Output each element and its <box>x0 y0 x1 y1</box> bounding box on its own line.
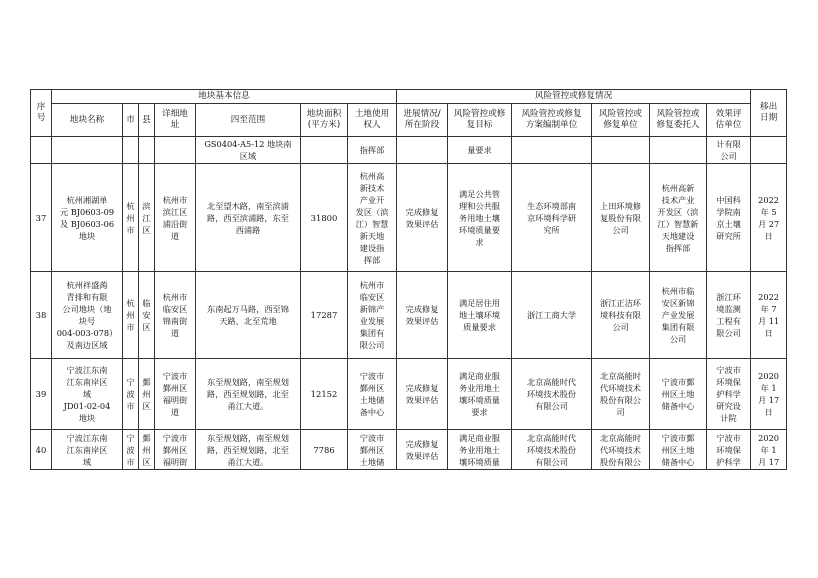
city: 宁 波 市 <box>123 359 139 430</box>
table-cell: 量要求 <box>448 137 512 164</box>
header-col: 风险管控或修复 方案编制单位 <box>512 104 592 137</box>
header-group-basic: 地块基本信息 <box>52 90 397 104</box>
table-cell <box>139 137 155 164</box>
area: 12152 <box>301 359 348 430</box>
row-seq: 39 <box>31 359 52 430</box>
repair-unit: 北京高能时 代环境技术 股份有限公 <box>592 430 650 470</box>
table-cell <box>751 137 787 164</box>
repair-unit: 北京高能时 代环境技术 股份有限公 司 <box>592 359 650 430</box>
plan-unit: 浙江工商大学 <box>512 272 592 359</box>
removal-date: 2020 年 1 月 17 <box>751 430 787 470</box>
client: 杭州高新 技术产业 开发区（滨 江）智慧新 天地建设 指挥部 <box>650 164 707 272</box>
table-cell: 指挥部 <box>348 137 397 164</box>
header-row-columns <box>31 104 787 137</box>
row-seq: 38 <box>31 272 52 359</box>
address: 宁波市 鄞州区 福明街 道 <box>155 359 196 430</box>
area: 31800 <box>301 164 348 272</box>
table-row <box>31 164 787 272</box>
table-row <box>31 272 787 359</box>
target: 满足公共管 理和公共服 务用地土壤 环境质量要 求 <box>448 164 512 272</box>
county: 临 安 区 <box>139 272 155 359</box>
client: 宁波市鄞 州区土地 储备中心 <box>650 359 707 430</box>
address: 宁波市 鄞州区 福明街 <box>155 430 196 470</box>
progress: 完成修复 效果评估 <box>397 359 448 430</box>
table-cell <box>397 137 448 164</box>
table-row-continuation <box>31 137 787 164</box>
plot-name: 杭州湘湖单 元 BJ0603-09 及 BJ0603-06 地块 <box>52 164 123 272</box>
eval-unit: 浙江环 境监测 工程有 限公司 <box>707 272 751 359</box>
row-seq: 37 <box>31 164 52 272</box>
plot-name: 宁波江东南 江东南岸区 域 <box>52 430 123 470</box>
land-user: 杭州高 新技术 产业开 发区（滨 江）智慧 新天地 建设指 挥部 <box>348 164 397 272</box>
county: 鄞 州 区 <box>139 430 155 470</box>
removal-date: 2022 年 5 月 27 日 <box>751 164 787 272</box>
header-col: 地块名称 <box>52 104 123 137</box>
plan-unit: 北京高能时代 环境技术股份 有限公司 <box>512 430 592 470</box>
header-col: 县 <box>139 104 155 137</box>
repair-unit: 上田环境修 复股份有限 公司 <box>592 164 650 272</box>
plot-name: 宁波江东南 江东南岸区 域 JD01-02-04 地块 <box>52 359 123 430</box>
row-seq: 40 <box>31 430 52 470</box>
city: 杭 州 市 <box>123 272 139 359</box>
header-row-group <box>31 90 787 104</box>
header-col: 地块面积 (平方米) <box>301 104 348 137</box>
table-row <box>31 359 787 430</box>
area: 7786 <box>301 430 348 470</box>
removal-date: 2022 年 7 月 11 日 <box>751 272 787 359</box>
table-cell <box>52 137 123 164</box>
boundaries: 东南起万马路，西至锦 天路，北至荒地 <box>196 272 301 359</box>
header-col: 市 <box>123 104 139 137</box>
header-col: 土地使用 权人 <box>348 104 397 137</box>
plot-name: 杭州祥盛蒟 青排和有限 公司地块（地 块号 004-003-078） 及南边区域 <box>52 272 123 359</box>
boundaries: 东至规划路，南至规划 路，西至规划路，北至 甬江大道。 <box>196 359 301 430</box>
target: 满足商业服 务业用地土 壤环境质量 要求 <box>448 359 512 430</box>
table-row <box>31 430 787 470</box>
data-table <box>30 89 787 470</box>
header-col: 效果评 估单位 <box>707 104 751 137</box>
header-group-risk: 风险管控或修复情况 <box>397 90 751 104</box>
target: 满足商业服 务业用地土 壤环境质量 <box>448 430 512 470</box>
table-cell <box>592 137 650 164</box>
header-col: 风险管控或 修复委托人 <box>650 104 707 137</box>
header-seq: 序 号 <box>31 90 52 137</box>
address: 杭州市 临安区 锦南街 道 <box>155 272 196 359</box>
target: 满足居住用 地土壤环境 质量要求 <box>448 272 512 359</box>
county: 滨 江 区 <box>139 164 155 272</box>
land-user: 宁波市 鄞州区 土地储 <box>348 430 397 470</box>
header-date: 移出 日期 <box>751 90 787 137</box>
removal-date: 2020 年 1 月 17 日 <box>751 359 787 430</box>
table-cell <box>155 137 196 164</box>
land-user: 杭州市 临安区 新锦产 业发展 集团有 限公司 <box>348 272 397 359</box>
repair-unit: 浙江正洁环 境科技有限 公司 <box>592 272 650 359</box>
boundaries: 北至望木路，南至滨浦 路，西至滨浦路，东至 西浦路 <box>196 164 301 272</box>
county: 鄞 州 区 <box>139 359 155 430</box>
client: 杭州市临 安区新锦 产业发展 集团有限 公司 <box>650 272 707 359</box>
boundaries: 东至规划路，南至规划 路，西至规划路，北至 甬江大道。 <box>196 430 301 470</box>
client: 宁波市鄞 州区土地 储备中心 <box>650 430 707 470</box>
plan-unit: 生态环境部南 京环境科学研 究所 <box>512 164 592 272</box>
address: 杭州市 滨江区 浦沿街 道 <box>155 164 196 272</box>
table-cell <box>512 137 592 164</box>
header-col: 详细地 址 <box>155 104 196 137</box>
land-user: 宁波市 鄞州区 土地储 备中心 <box>348 359 397 430</box>
table-cell <box>31 137 52 164</box>
table-cell <box>650 137 707 164</box>
header-col: 风险管控或修 复目标 <box>448 104 512 137</box>
city: 杭 州 市 <box>123 164 139 272</box>
table-cell <box>123 137 139 164</box>
progress: 完成修复 效果评估 <box>397 164 448 272</box>
plan-unit: 北京高能时代 环境技术股份 有限公司 <box>512 359 592 430</box>
header-col: 四至范围 <box>196 104 301 137</box>
eval-unit: 宁波市 环境保 护科学 <box>707 430 751 470</box>
city: 宁 波 市 <box>123 430 139 470</box>
area: 17287 <box>301 272 348 359</box>
eval-unit: 宁波市 环境保 护科学 研究设 计院 <box>707 359 751 430</box>
table-cell: 计有限 公司 <box>707 137 751 164</box>
eval-unit: 中国科 学院南 京土壤 研究所 <box>707 164 751 272</box>
table-cell <box>301 137 348 164</box>
header-col: 风险管控或 修复单位 <box>592 104 650 137</box>
progress: 完成修复 效果评估 <box>397 430 448 470</box>
progress: 完成修复 效果评估 <box>397 272 448 359</box>
header-col: 进展情况/ 所在阶段 <box>397 104 448 137</box>
table-cell: GS0404-A5-12 地块南 区域 <box>196 137 301 164</box>
